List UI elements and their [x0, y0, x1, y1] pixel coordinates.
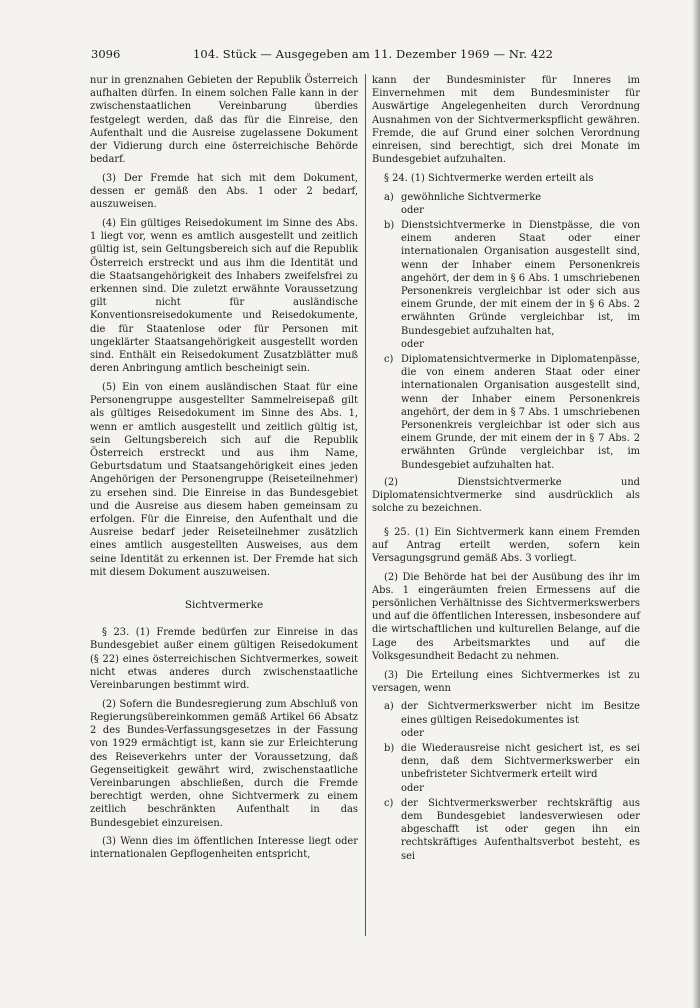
list-marker: c) [384, 354, 394, 366]
list-item [384, 191, 640, 204]
list-marker: c) [384, 797, 394, 809]
right-column [372, 74, 640, 863]
list-marker: a) [384, 191, 394, 203]
paragraph: kann der Bundesminister für Inneres im Einvernehmen mit dem Bundesminister für Auswärtige Angelegenheiten durch Verordnung Ausnahmen von der Sichtvermerkspflicht gewähren. Fremde, die auf Grund einer solchen Verordnung einreisen, sind berechtigt, sich drei Monate im Bundesgebiet aufzuhalten. [372, 75, 640, 166]
paragraph: (4) Ein gültiges Reisedokument im Sinne des Abs. 1 liegt vor, wenn es amtlich ausgestellt und zeitlich gültig ist, sein Geltungsbereich sich auf die Republik Österreich erstreckt und aus ihm die Identität und die Staatsangehörigkeit des Inhabers zweifelsfrei zu erkennen sind. Die zuletzt erwähnte Voraussetzung gilt nicht für ausländische Konventionsreisedokumente und Reisedokumente, die für Staatenlose oder für Personen mit ungeklärter Staatsangehörigkeit ausgestellt worden sind. Enthält ein Reisedokument Zusatzblätter muß deren Anbringung amtlich bescheinigt sein. [90, 218, 358, 375]
list-conjunction: oder [401, 727, 424, 739]
list-conjunction: oder [401, 338, 424, 350]
running-header: 104. Stück — Ausgegeben am 11. Dezember 1969 — Nr. 422 [193, 47, 554, 61]
paragraph: (2) Die Behörde hat bei der Ausübung des ihr im Abs. 1 eingeräumten freien Ermessens auf die persönlichen Verhältnisse des Sichtvermerkswerbers und auf die öffentlichen Interessen, insbesondere auf die wirtschaftlichen und kulturellen Belange, auf die Lage des Arbeitsmarktes und auf die Volksgesundheit Bedacht zu nehmen. [372, 571, 640, 662]
page-number: 3096 [91, 47, 121, 61]
list-marker: b) [384, 743, 395, 755]
list-text: Diplomatensichtvermerke in Diplomatenpässe, die von einem anderen Staat oder einer internationalen Organisation ausgestellt sind, wenn der Inhaber einem Personenkreis angehört, der dem in § 7 Abs. 1 umschriebenen Personenkreis vergleichbar ist oder sich aus einem Grunde, der mit einem der in § 7 Abs. 2 erwähnten Gründe vergleichbar ist, im Bundesgebiet aufzuhalten hat. [401, 354, 640, 471]
list-item [384, 742, 640, 782]
list-conjunction: oder [401, 204, 424, 216]
section-heading: Sichtvermerke [184, 599, 264, 612]
paragraph: § 23. (1) Fremde bedürfen zur Einreise in das Bundesgebiet außer einem gültigen Reisedokument (§ 22) eines österreichischen Sichtvermerkes, soweit nicht etwas anderes durch zwischenstaatliche Vereinbarungen bestimmt wird. [90, 627, 358, 692]
paragraph: § 24. (1) Sichtvermerke werden erteilt als [384, 172, 594, 184]
list-conjunction: oder [401, 782, 424, 794]
list-marker: b) [384, 220, 395, 232]
list-marker: a) [384, 701, 394, 713]
paragraph: nur in grenznahen Gebieten der Republik Österreich aufhalten dürfen. In einem solchen Falle kann in der zwischenstaatlichen Vereinbarung überdies festgelegt werden, daß das für die Einreise, den Aufenthalt und die Ausreise zugelassene Dokument der Vidierung durch eine österreichische Behörde bedarf. [90, 75, 358, 166]
paragraph: (2) Dienstsichtvermerke und Diplomatensichtvermerke sind ausdrücklich als solche zu bezeichnen. [372, 476, 640, 515]
list-text: Dienstsichtvermerke in Dienstpässe, die von einem anderen Staat oder einer internationalen Organisation ausgestellt sind, wenn der Inhaber einem Personenkreis angehört, der dem in § 6 Abs. 1 umschriebenen Personenkreis vergleichbar ist oder sich aus einem Grunde, der mit einem der in § 6 Abs. 2 erwähnten Gründe vergleichbar ist, im Bundesgebiet aufzuhalten hat, [401, 220, 640, 337]
left-column [90, 74, 358, 867]
paragraph: (3) Wenn dies im öffentlichen Interesse liegt oder internationalen Gepflogenheiten entspricht, [90, 836, 358, 861]
column-rule [365, 74, 366, 936]
list-item [384, 353, 640, 472]
list-text: gewöhnliche Sichtvermerke [401, 191, 542, 203]
list-item [384, 797, 640, 863]
list-text: der Sichtvermerkswerber rechtskräftig aus dem Bundesgebiet landesverwiesen oder abgeschafft ist oder gegen ihn ein rechtskräftiges Aufenthaltsverbot besteht, es sei [401, 797, 640, 862]
list-text: die Wiederausreise nicht gesichert ist, es sei denn, daß dem Sichtvermerkswerber ein unbefristeter Sichtvermerk erteilt wird [401, 743, 640, 781]
paragraph: (5) Ein von einem ausländischen Staat für eine Personengruppe ausgestellter Sammelreisepaß gilt als gültiges Reisedokument im Sinne des Abs. 1, wenn er amtlich ausgestellt und zeitlich gültig ist, sein Geltungsbereich sich auf die Republik Österreich erstreckt und aus ihm Name, Geburtsdatum und Staatsangehörigkeit eines jeden Angehörigen der Personengruppe (Reiseteilnehmer) zu ersehen sind. Die Einreise in das Bundesgebiet und die Ausreise aus diesem haben gemeinsam zu erfolgen. Für die Einreise, den Aufenthalt und die Ausreise bedarf jeder Reiseteilnehmer zusätzlich eines amtlich ausgestellten Ausweises, aus dem seine Identität zu erkennen ist. Der Fremde hat sich mit diesem Dokument auszuweisen. [90, 381, 358, 578]
paragraph: (3) Der Fremde hat sich mit dem Dokument, dessen er gemäß den Abs. 1 oder 2 bedarf, auszuweisen. [90, 172, 358, 211]
list-item [384, 219, 640, 338]
scan-edge-shadow [692, 0, 700, 1008]
paragraph: (2) Sofern die Bundesregierung zum Abschluß von Regierungsübereinkommen gemäß Artikel 66 Absatz 2 des Bundes-Verfassungsgesetzes in der Fassung von 1929 ermächtigt ist, kann sie zur Erleichterung des Reiseverkehrs unter der Voraussetzung, daß Gegenseitigkeit gewährt wird, zwischenstaatliche Vereinbarungen abschließen, durch die Fremde berechtigt werden, ohne Sichtvermerk zu einem zeitlich beschränkten Aufenthalt in das Bundesgebiet einzureisen. [90, 698, 358, 829]
list-text: der Sichtvermerkswerber nicht im Besitze eines gültigen Reisedokumentes ist [401, 701, 640, 726]
paragraph: (3) Die Erteilung eines Sichtvermerkes ist zu versagen, wenn [372, 669, 640, 694]
paragraph: § 25. (1) Ein Sichtvermerk kann einem Fremden auf Antrag erteilt werden, sofern kein Versagungsgrund gemäß Abs. 3 vorliegt. [372, 526, 640, 564]
list-item [384, 700, 640, 726]
